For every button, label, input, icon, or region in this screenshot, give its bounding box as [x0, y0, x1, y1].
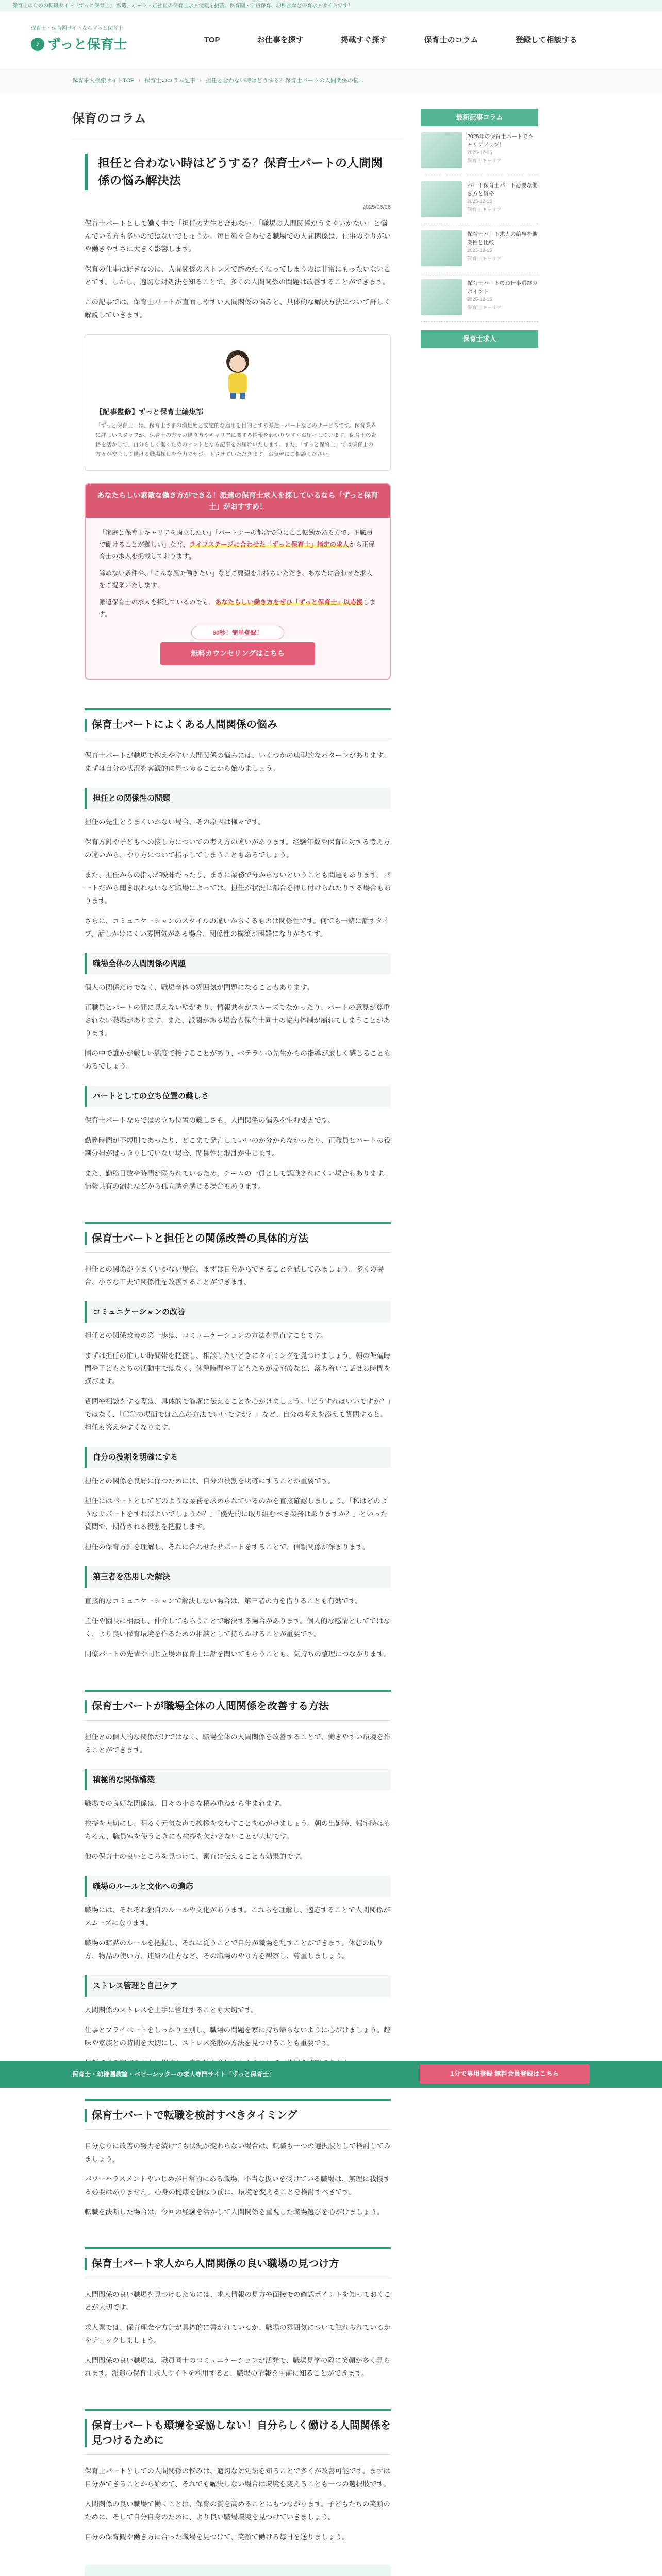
content-wrapper — [0, 93, 662, 2576]
section-paragraph: 担任との個人的な関係だけではなく、職場全体の人間関係を改善することで、働きやすい環境を作ることができます。 — [85, 1733, 391, 1754]
promo-banner[interactable] — [85, 2565, 391, 2576]
subsection-paragraph: 保育方針や子どもへの接し方についての考え方の違いがあります。経験年数や保育に対する考え方の違いから、やり方について指示してしまうこともあるでしょう。 — [85, 838, 390, 859]
sidebar-article-category: 保育士キャリア — [467, 207, 502, 213]
subsection-heading: パートとしての立ち位置の難しさ — [85, 1086, 391, 1107]
subsection-paragraph: 質問や相談をする際は、具体的で簡潔に伝えることを心がけましょう。「どうすればいいですか？」ではなく、「〇〇の場面では△△の方法でいいですか？」など、自分の考えを添えて質問すると、担任も答えやすくなります。 — [85, 1397, 391, 1431]
sidebar-article-title: 2025年の保育士パートでキャリアアップ！ — [467, 133, 534, 148]
sidebar-article-item[interactable] — [421, 273, 538, 322]
sidebar — [421, 109, 538, 2576]
article-date: 2025/06/26 — [362, 204, 391, 211]
subsection-heading: コミュニケーションの改善 — [85, 1301, 391, 1323]
cta-heading: あなたらしい素敵な働き方ができる！派遣の保育士求人を探しているなら「ずっと保育士」がおすすめ！ — [86, 484, 390, 518]
sidebar-article-title: 保育士パート求人の給与を他業種と比較 — [467, 231, 538, 246]
subsection-paragraph: 仕事とプライベートをしっかり区別し、職場の問題を家に持ち帰らないように心がけましょう。趣味や家族との時間を大切にし、ストレス発散の方法を見つけることも重要です。 — [85, 2026, 391, 2047]
sidebar-article-item[interactable] — [421, 224, 538, 273]
subsection-heading: 担任との関係性の問題 — [85, 788, 391, 809]
subsection-paragraph: 人間関係のストレスを上手に管理することも大切です。 — [85, 2006, 258, 2014]
subsection-paragraph: 職場には、それぞれ独自のルールや文化があります。これらを理解し、適応することで人間関係がスムーズになります。 — [85, 1906, 390, 1927]
free-counseling-button[interactable]: 無料カウンセリングはこちら — [160, 642, 315, 665]
subsection-paragraph: 担任との関係改善の第一歩は、コミュニケーションの方法を見直すことです。 — [85, 1332, 327, 1340]
section-paragraph: 人間関係の良い職場を見つけるためには、求人情報の見方や面接での確認ポイントを知っておくことが大切です。 — [85, 2291, 391, 2312]
sidebar-article-category: 保育士キャリア — [467, 305, 502, 311]
subsection-heading: ストレス管理と自己ケア — [85, 1975, 391, 1997]
sidebar-article-date: 2025-12-15 — [467, 297, 492, 303]
subsection-paragraph: また、担任からの指示が曖昧だったり、まさに業務で分からないということも問題もあります。パートだから聞き取れないなど職場によっては、担任が状況に都合を押し付けられたりする場合もあります。 — [85, 871, 391, 905]
subsection-heading: 自分の役割を明確にする — [85, 1447, 391, 1468]
article-title: 担任と合わない時はどうする？保育士パートの人間関係の悩み解決法 — [98, 156, 383, 187]
floating-bar-text: 保育士・幼稚園教諭・ベビーシッターの求人専門サイト「ずっと保育士」 — [72, 2070, 275, 2078]
sidebar-thumbnail — [421, 230, 462, 266]
global-nav — [186, 33, 631, 47]
intro-paragraph: この記事では、保育士パートが直面しやすい人間関係の悩みと、具体的な解決方法について詳しく解説していきます。 — [85, 298, 391, 319]
subsection-paragraph: まずは担任の忙しい時間帯を把握し、相談したいときにタイミングを見つけましょう。朝の準備時間や子どもたちの活動中ではなく、休憩時間や子どもたちが帰宅後など、落ち着いて話せる時間を選びます。 — [85, 1352, 391, 1385]
sidebar-article-date: 2025-12-15 — [467, 248, 492, 254]
site-logo[interactable] — [31, 24, 155, 56]
breadcrumb — [0, 69, 662, 93]
cta-paragraph: 派遣保育士の求人を探しているのでも、あなたらしい働き方をぜひ「ずっと保育士」以応援します。 — [99, 599, 376, 618]
sidebar-article-title: 保育士パートのお仕事選びのポイント — [467, 280, 538, 295]
topbar-text: 保育士のための転職サイト「ずっと保育士」 派遣・パート・正社員の保育士求人情報を掲載。保育園・学童保育、幼稚園など保育求人サイトです！ — [12, 3, 353, 9]
section-paragraph: 人間関係の良い職場は、職員同士のコミュニケーションが活発で、職場見学の際に笑顔が多く見られます。派遣の保育士求人サイトを利用すると、職場の情報を事前に知ることができます。 — [85, 2357, 390, 2378]
subsection-heading: 積極的な関係構築 — [85, 1769, 391, 1791]
nav-register[interactable]: 登録して相談する — [515, 35, 577, 44]
nav-find-jobs[interactable]: お仕事を探す — [257, 35, 304, 44]
category-title: 保育のコラム — [72, 109, 403, 141]
subsection-paragraph: 職場での良好な関係は、日々の小さな積み重ねから生まれます。 — [85, 1800, 286, 1807]
supervisor-name: 【記事監修】ずっと保育士編集部 — [95, 407, 204, 416]
supervisor-avatar-icon — [217, 346, 258, 400]
sidebar-thumbnail — [421, 132, 462, 168]
logo-mark-icon: ♪ — [31, 38, 44, 51]
sidebar-article-title: パート保育士パート必要な働き方と資格 — [467, 182, 538, 197]
section-paragraph: 自分の保育観や働き方に合った職場を見つけて、笑顔で働ける毎日を送りましょう。 — [85, 2533, 349, 2541]
sidebar-article-item[interactable] — [421, 126, 538, 175]
subsection-paragraph: 園の中で誰かが厳しい態度で接することがあり、ベテランの先生からの指導が厳しく感じることもあるでしょう。 — [85, 1049, 391, 1071]
top-announcement-bar — [0, 0, 662, 11]
article-title-box — [85, 154, 391, 190]
subsection-paragraph: 職場の暗黙のルールを把握し、それに従うことで自分が職場を乱すことができます。休憩の取り方、物品の使い方、連絡の仕方など、その職場のやり方を観察し、尊重しましょう。 — [85, 1939, 384, 1960]
quick-register-badge: 60秒！簡単登録！ — [191, 626, 284, 639]
section-heading: 保育士パートで転職を検討すべきタイミング — [85, 2099, 391, 2130]
subsection-paragraph: 担任にはパートとしてどのような業務を求められているのかを直接確認しましょう。「私はどのようなサポートをすればよいでしょうか？」「優先的に取り組むべき業務はありますか？」といった質問で、期待される役割を把握します。 — [85, 1497, 388, 1531]
floating-cta-bar — [0, 2061, 662, 2088]
section-heading: 保育士パートも環境を妥協しない！自分らしく働ける人間関係を見つけるために — [85, 2409, 391, 2455]
main-column — [72, 109, 403, 2576]
nav-search[interactable]: 掲載すぐ探す — [340, 35, 387, 44]
supervisor-box — [85, 334, 391, 471]
subsection-paragraph: 勤務時間が不規則であったり、どこまで発言していいのか分からなかったり、正職員とパートの役割分担がはっきりしていない場合、関係性に混乱が生じます。 — [85, 1136, 391, 1157]
section-paragraph: 担任との関係がうまくいかない場合、まずは自分からできることを試してみましょう。多くの場合、小さな工夫で関係性を改善することができます。 — [85, 1265, 384, 1286]
subsection-paragraph: 主任や園長に相談し、仲介してもらうことで解決する場合があります。個人的な感情としてではなく、より良い保育環境を作るための相談として持ちかけることが重要です。 — [85, 1617, 390, 1638]
section-heading: 保育士パートによくある人間関係の悩み — [85, 708, 391, 739]
sidebar-article-category: 保育士キャリア — [467, 256, 502, 262]
breadcrumb-current: 担任と合わない時はどうする？保育士パートの人間関係の悩... — [205, 78, 364, 84]
subsection-heading: 職場のルールと文化への適応 — [85, 1876, 391, 1897]
site-header — [0, 11, 662, 69]
section-paragraph: 自分なりに改善の努力を続けても状況が変わらない場合は、転職も一つの選択肢として検討してみましょう。 — [85, 2142, 391, 2163]
subsection-paragraph: さらに、コミュニケーションのスタイルの違いからくるものは関係性です。何でも一緒に話すタイプ、話しかけにくい雰囲気がある場合、関係性の構築が困難になりがちです。 — [85, 917, 389, 938]
logo-tagline: 保育士・保育園サイトならずっと保育士 — [31, 25, 123, 31]
breadcrumb-separator: › — [138, 78, 141, 84]
nav-top[interactable]: TOP — [204, 35, 220, 44]
subsection-paragraph: 担任の保育方針を理解し、それに合わせたサポートをすることで、信頼関係が深まります。 — [85, 1543, 370, 1551]
supervisor-description: 「ずっと保育士」は、保育士さまの満足度と安定的な雇用を目的とする派遣・パートなどのサービスです。保育業界に詳しいスタッフが、保育士の方々の働き方やキャリアに関する情報をわかりやすくお届けしています。保育士の資格を活かして、自分らしく働くためのヒントとなる記事をお届けいたします。また、「ずっと保育士」では保育士の方々が安心して働ける職場探しを全力でサポートさせていただきます。お気軽にご相談ください。 — [95, 422, 377, 457]
subsection-heading: 職場全体の人間関係の問題 — [85, 953, 391, 975]
subsection-paragraph: 直接的なコミュニケーションで解決しない場合は、第三者の力を借りることも有効です。 — [85, 1597, 362, 1605]
article-body — [72, 202, 403, 2576]
logo-text: ずっと保育士 — [47, 36, 127, 52]
breadcrumb-columns[interactable]: 保育士のコラム記事 — [144, 78, 196, 84]
section-paragraph: 保育士パートとしての人間関係の悩みは、適切な対処法を知ることで多くが改善可能です。まずは自分ができることから始めて、それでも解決しない場合は環境を変えることも一つの選択肢です。 — [85, 2467, 390, 2488]
sidebar-heading: 保育士求人 — [421, 330, 538, 348]
subsection-paragraph: 保育士パートならではの立ち位置の難しさも、人間関係の悩みを生む要因です。 — [85, 1116, 335, 1124]
sidebar-article-date: 2025-12-15 — [467, 150, 492, 156]
subsection-paragraph: 他の保育士の良いところを見つけて、素直に伝えることも効果的です。 — [85, 1852, 307, 1860]
section-paragraph: 保育士パートが職場で抱えやすい人間関係の悩みには、いくつかの典型的なパターンがあります。まずは自分の状況を客観的に見つめることから始めましょう。 — [85, 751, 390, 772]
subsection-paragraph: また、勤務日数や時間が限られているため、チームの一員として認識されにくい場合もあります。情報共有の漏れなどから孤立感を感じる場合もあります。 — [85, 1169, 390, 1190]
sidebar-article-date: 2025-12-15 — [467, 199, 492, 205]
breadcrumb-separator: › — [200, 78, 202, 84]
subsection-paragraph: 挨拶を大切にし、明るく元気な声で挨拶を交わすことを心がけましょう。朝の出勤時、帰宅時はもちろん、職員室を使うときにも挨拶を欠かさないことが大切です。 — [85, 1819, 391, 1840]
cta-paragraph: 「家庭と保育士キャリアを両立したい」「パートナーの都合で急にここ転勤がある方で、正職員で働けることが難しい」など、ライフステージに合わせた「ずっと保育士」指定の求人から正保育士の求人を掲載しております。 — [99, 529, 375, 560]
banner-logo — [172, 2574, 282, 2576]
floating-register-button[interactable]: 1分で専用登録 無料会員登録はこちら — [420, 2064, 590, 2083]
cta-paragraph: 諦めない条件や、「こんな風で働きたい」などご要望をお持ちいただき、あなたに合わせた求人をご提案いたします。 — [99, 570, 373, 589]
subsection-paragraph: 担任の先生とうまくいかない場合、その原因は様々です。 — [85, 818, 265, 826]
subsection-paragraph: 同僚パートの先輩や同じ立場の保育士に話を聞いてもらうことも、気持ちの整理につながります。 — [85, 1650, 390, 1658]
article-sections — [85, 708, 391, 2544]
subsection-heading: 第三者を活用した解決 — [85, 1566, 391, 1588]
section-paragraph: パワーハラスメントやいじめが日常的にある職場、不当な扱いを受けている職場は、無理に我慢する必要はありません。心身の健康を損なう前に、環境を変えることを検討すべきです。 — [85, 2175, 390, 2196]
sidebar-article-category: 保育士キャリア — [467, 158, 502, 164]
subsection-paragraph: 正職員とパートの間に見えない壁があり、情報共有がスムーズでなかったり、パートの意見が尊重されない職場があります。また、派閥がある場合も保育士同士の協力体制が崩れてしまうことがあります。 — [85, 1004, 390, 1038]
intro-paragraph: 保育士パートとして働く中で「担任の先生と合わない」「職場の人間関係がうまくいかない」と悩んでいる方も多いのではないでしょうか。毎日顔を合わせる職場での人間関係は、仕事のやりがいや働きやすさに大きく影響します。 — [85, 219, 391, 253]
sidebar-thumbnail — [421, 279, 462, 315]
recruit-cta-box — [85, 483, 391, 680]
sidebar-list — [421, 126, 538, 322]
section-heading: 保育士パート求人から人間関係の良い職場の見つけ方 — [85, 2247, 391, 2278]
sidebar-thumbnail — [421, 181, 462, 217]
section-heading: 保育士パートが職場全体の人間関係を改善する方法 — [85, 1690, 391, 1721]
subsection-paragraph: 個人の関係だけでなく、職場全体の雰囲気が問題になることもあります。 — [85, 984, 314, 992]
section-paragraph: 転職を決断した場合は、今回の経験を活かして人間関係を重視した職場選びを心がけましょう。 — [85, 2208, 384, 2216]
intro-paragraph: 保育の仕事は好きなのに、人間関係のストレスで辞めたくなってしまうのは非常にもったいないことです。しかし、適切な対処法を知ることで、多くの人間関係の問題は改善することができます。 — [85, 265, 391, 286]
subsection-paragraph: 担任との関係を良好に保つためには、自分の役割を明確にすることが重要です。 — [85, 1477, 335, 1485]
sidebar-heading: 最新記事コラム — [421, 109, 538, 126]
section-heading: 保育士パートと担任との関係改善の具体的方法 — [85, 1222, 391, 1253]
section-paragraph: 人間関係の良い職場で働くことは、保育の質を高めることにもつながります。子どもたちの笑顔のために、そして自分自身のために、より良い職場環境を見つけていきましょう。 — [85, 2500, 390, 2521]
nav-columns[interactable]: 保育士のコラム — [424, 35, 478, 44]
section-paragraph: 求人票では、保育理念や方針が具体的に書かれているか、職場の雰囲気について触れられているかをチェックしましょう。 — [85, 2324, 391, 2345]
breadcrumb-home[interactable]: 保育求人検索サイトTOP — [72, 78, 135, 84]
sidebar-article-item[interactable] — [421, 175, 538, 224]
